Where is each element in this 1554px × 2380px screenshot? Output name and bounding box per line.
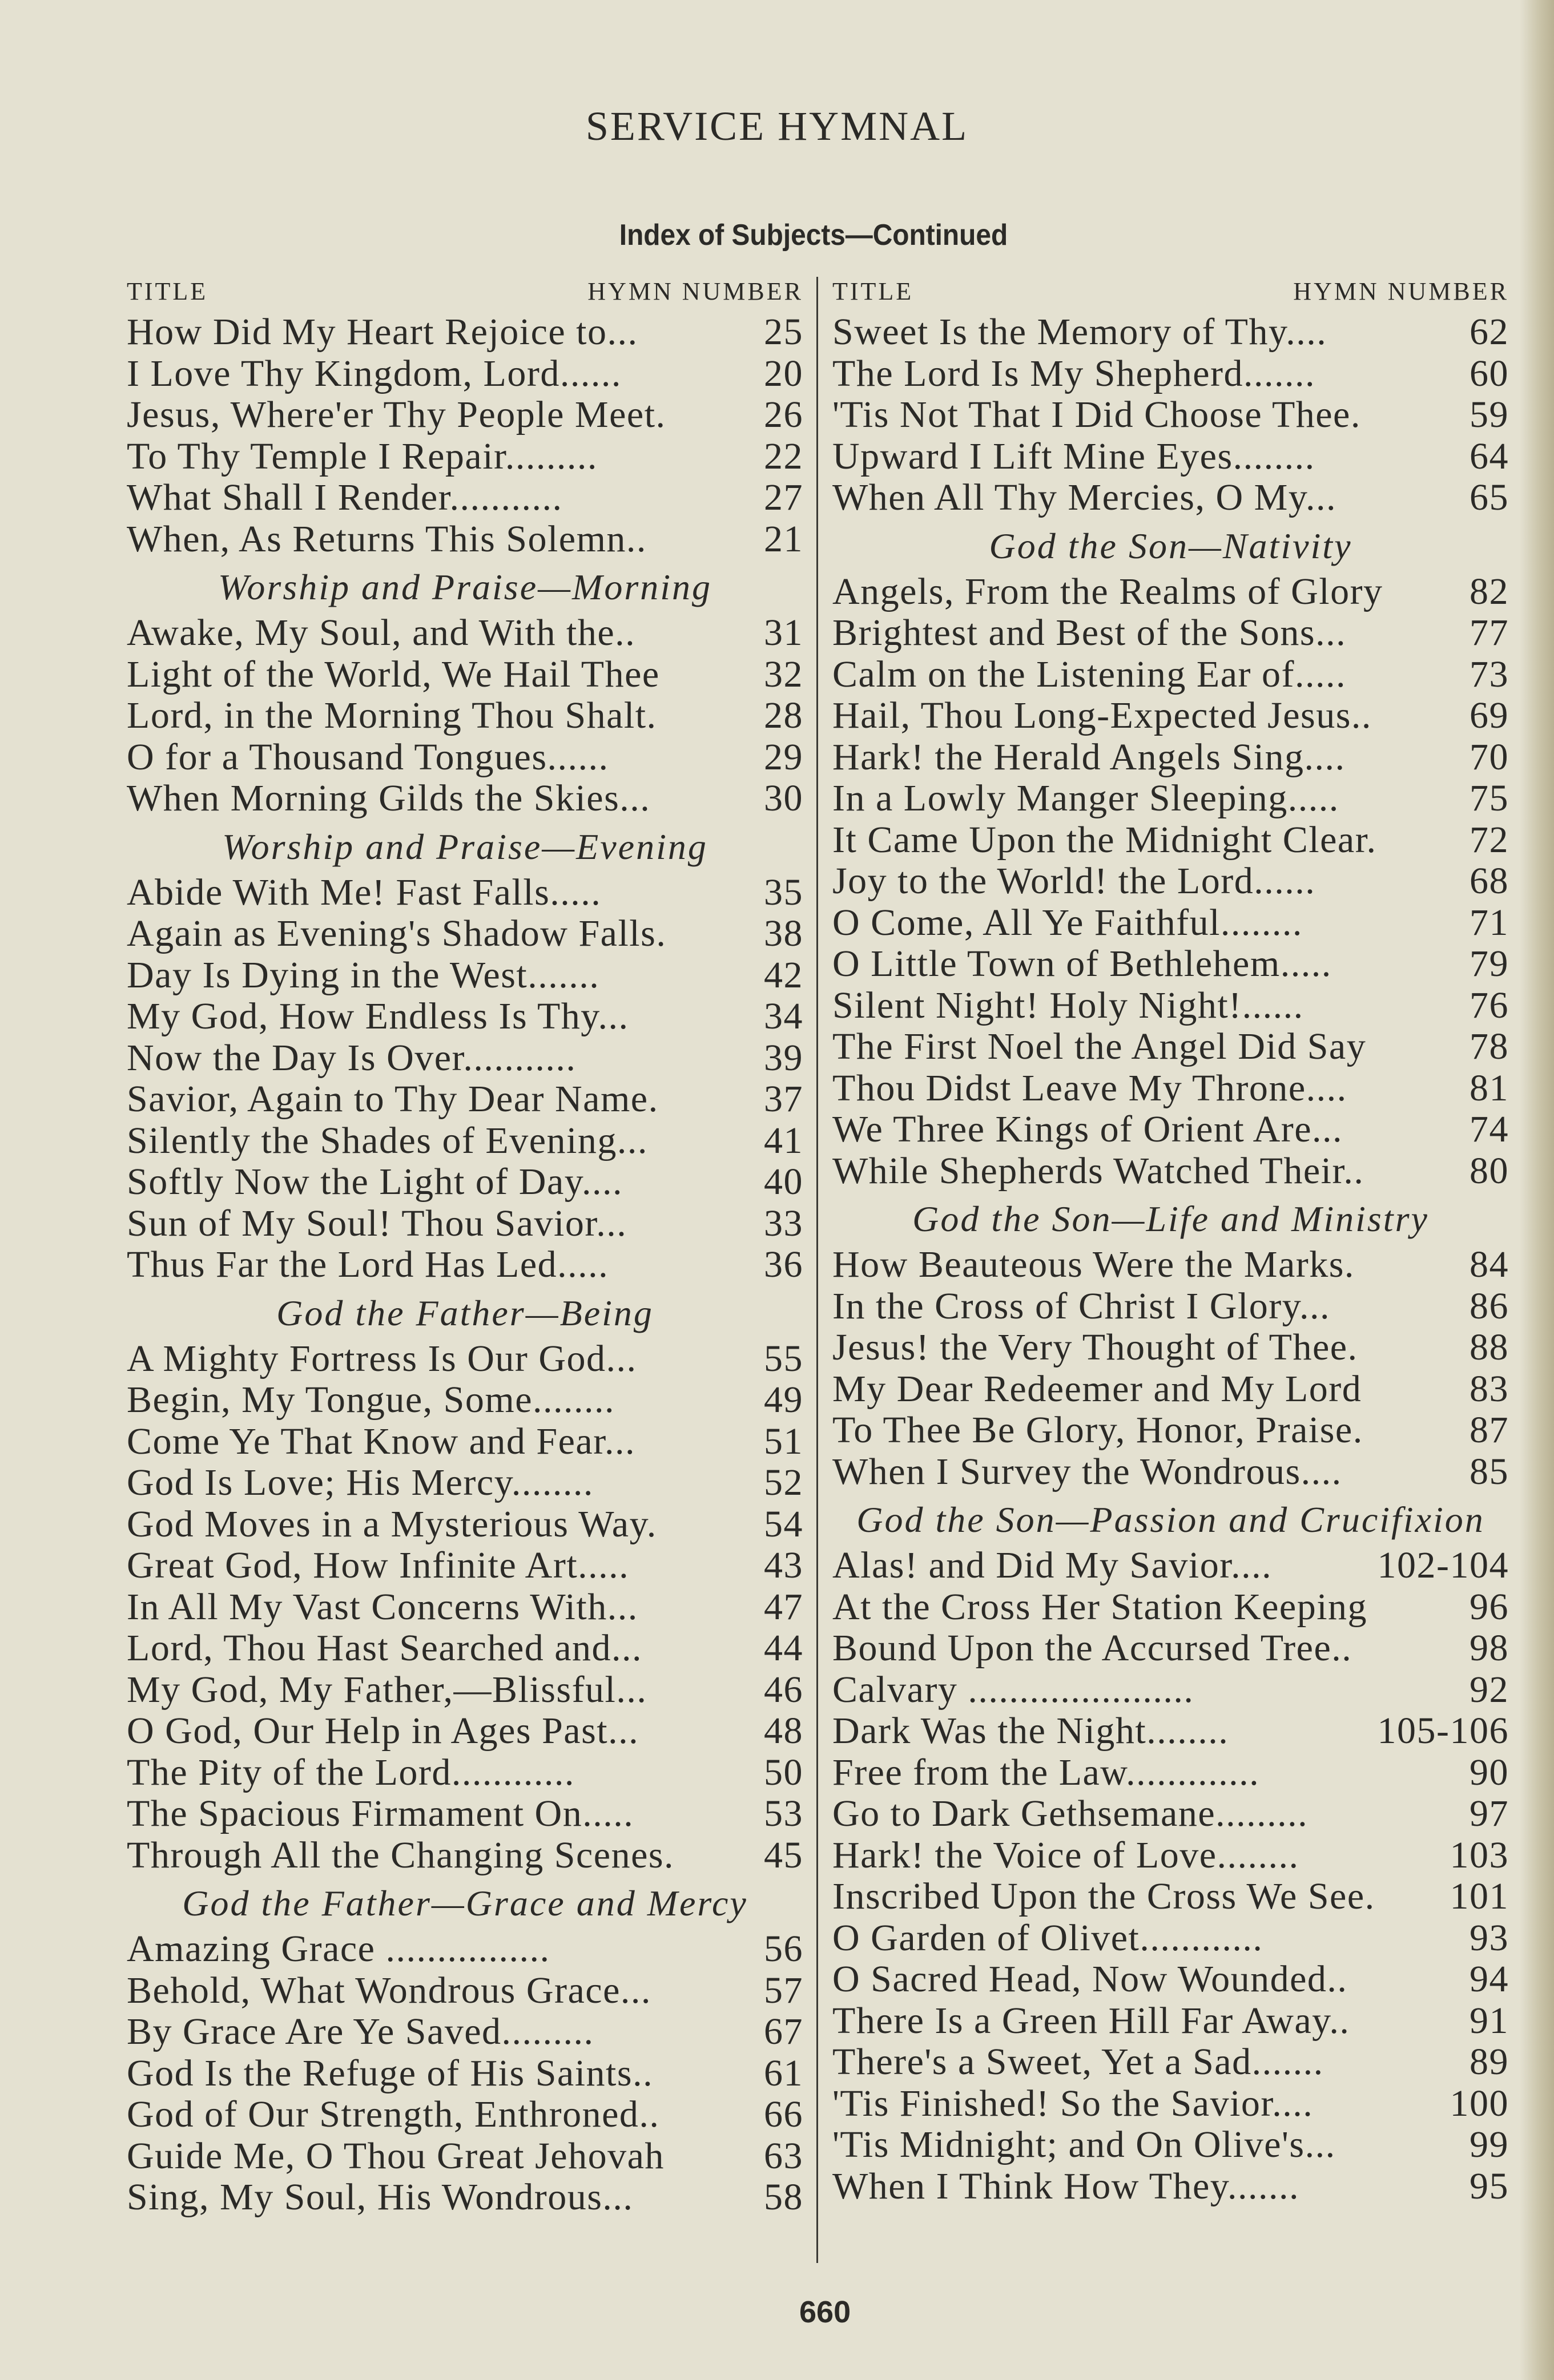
hymn-title: The Lord Is My Shepherd.......: [832, 352, 1316, 394]
index-entry: [832, 737, 1509, 778]
index-entry: [127, 1628, 803, 1669]
index-entry: [832, 654, 1509, 696]
index-entry: [127, 2136, 803, 2177]
index-entry: [127, 778, 803, 820]
hymn-title: Savior, Again to Thy Dear Name.: [127, 1078, 659, 1120]
title-header: TITLE: [127, 277, 208, 305]
hymn-number: 57: [764, 1969, 803, 2011]
index-entry: [832, 353, 1509, 395]
hymn-number: 64: [1470, 435, 1509, 477]
index-entry: [832, 1959, 1509, 2000]
index-entry: [127, 612, 803, 654]
hymn-number: 50: [764, 1751, 803, 1793]
hymn-title: By Grace Are Ye Saved.........: [127, 2011, 594, 2052]
index-entry: [127, 913, 803, 955]
hymn-number: 20: [764, 352, 803, 394]
hymn-title: Guide Me, O Thou Great Jehovah: [127, 2135, 665, 2177]
hymn-title: When Morning Gilds the Skies...: [127, 777, 651, 819]
index-entry: [832, 1244, 1509, 1286]
hymn-title: The First Noel the Angel Did Say: [832, 1026, 1367, 1067]
hymn-number: 72: [1470, 818, 1509, 861]
index-entry: [127, 1587, 803, 1628]
index-entry: [832, 436, 1509, 478]
hymn-number: 25: [764, 311, 803, 353]
running-title: SERVICE HYMNAL: [585, 103, 969, 149]
hymn-number: 103: [1450, 1834, 1509, 1876]
index-entry: [127, 2094, 803, 2136]
hymn-title: Softly Now the Light of Day....: [127, 1161, 623, 1203]
hymn-number: 86: [1470, 1285, 1509, 1327]
index-entry: [127, 477, 803, 519]
hymn-title: When I Survey the Wondrous....: [832, 1450, 1342, 1492]
hymn-title: In a Lowly Manger Sleeping.....: [832, 777, 1339, 819]
hymn-title: To Thy Temple I Repair.........: [127, 435, 598, 477]
index-entry: [832, 1669, 1509, 1711]
hymn-number: 36: [764, 1244, 803, 1285]
hymn-title: My Dear Redeemer and My Lord: [832, 1368, 1362, 1410]
hymn-number: 68: [1470, 860, 1509, 902]
index-entry: [127, 1970, 803, 2012]
index-entry: [832, 1451, 1509, 1493]
hymn-number: 81: [1470, 1067, 1509, 1109]
index-entry: [127, 1203, 803, 1245]
page-edge-shadow: [1520, 0, 1554, 2380]
hymn-number: 69: [1470, 695, 1509, 736]
subject-heading: Worship and Praise—Morning: [218, 567, 712, 607]
index-entry: [127, 1379, 803, 1421]
hymn-title: When, As Returns This Solemn..: [127, 518, 647, 560]
hymn-number: 93: [1470, 1917, 1509, 1959]
subject-heading: God the Son—Nativity: [989, 525, 1352, 566]
hymn-title: O Little Town of Bethlehem.....: [832, 943, 1332, 985]
hymn-number: 43: [764, 1544, 803, 1586]
hymn-title: Begin, My Tongue, Some........: [127, 1379, 615, 1421]
index-entry: [832, 2166, 1509, 2208]
hymn-title: O Come, All Ye Faithful........: [832, 901, 1303, 943]
hymn-number: 65: [1470, 477, 1509, 518]
subject-heading: God the Father—Being: [276, 1292, 654, 1333]
hymn-title: Jesus, Where'er Thy People Meet.: [127, 394, 666, 435]
hymn-number: 55: [764, 1337, 803, 1379]
hymn-title: Behold, What Wondrous Grace...: [127, 1969, 651, 2011]
hymn-number: 63: [764, 2135, 803, 2177]
index-entry: [832, 820, 1509, 861]
hymn-number: 48: [764, 1710, 803, 1752]
index-entry: [127, 1669, 803, 1711]
index-entry: [127, 737, 803, 778]
hymn-title: Dark Was the Night........: [832, 1710, 1229, 1752]
page-number: 660: [799, 2295, 851, 2329]
hymn-number: 42: [764, 954, 803, 996]
hymn-title: There's a Sweet, Yet a Sad.......: [832, 2041, 1324, 2083]
hymn-title: Hark! the Voice of Love........: [832, 1834, 1299, 1876]
hymn-number: 90: [1470, 1751, 1509, 1793]
hymn-title: Awake, My Soul, and With the..: [127, 612, 636, 654]
hymn-number: 52: [764, 1462, 803, 1503]
hymn-number: 35: [764, 871, 803, 913]
index-entry: [832, 1410, 1509, 1451]
index-entry: [127, 1752, 803, 1794]
index-entry: [127, 695, 803, 737]
hymn-title: To Thee Be Glory, Honor, Praise.: [832, 1409, 1363, 1451]
index-entry: [832, 2124, 1509, 2166]
index-entry: [832, 1876, 1509, 1918]
hymn-title: The Spacious Firmament On.....: [127, 1793, 634, 1834]
column-header: [832, 274, 1509, 308]
index-subtitle: Index of Subjects—Continued: [619, 219, 1008, 252]
hymn-number: 105-106: [1377, 1710, 1509, 1752]
hymn-title: God Is Love; His Mercy........: [127, 1462, 594, 1503]
hymn-title: Alas! and Did My Savior....: [832, 1544, 1273, 1586]
index-entry: [127, 1835, 803, 1877]
index-entry: [127, 519, 803, 560]
hymn-title: O Garden of Olivet............: [832, 1917, 1263, 1959]
hymn-number: 47: [764, 1586, 803, 1628]
index-entry: [127, 1929, 803, 1970]
index-entry: [127, 1711, 803, 1752]
hymn-title: Upward I Lift Mine Eyes........: [832, 435, 1315, 477]
hymn-number: 96: [1470, 1586, 1509, 1628]
hymn-title: 'Tis Midnight; and On Olive's...: [832, 2124, 1336, 2165]
hymn-title: Brightest and Best of the Sons...: [832, 612, 1347, 654]
hymn-number: 41: [764, 1119, 803, 1161]
hymn-title: Great God, How Infinite Art.....: [127, 1544, 630, 1586]
hymn-number: 58: [764, 2176, 803, 2218]
index-entry: [127, 872, 803, 914]
index-entry: [832, 1545, 1509, 1587]
index-entry: [832, 1587, 1509, 1628]
hymn-number: 22: [764, 435, 803, 477]
hymn-title: I Love Thy Kingdom, Lord......: [127, 352, 622, 394]
hymn-number: 102-104: [1377, 1544, 1509, 1586]
hymn-number: 73: [1470, 653, 1509, 695]
hymn-number: 21: [764, 518, 803, 560]
index-entry: [832, 2083, 1509, 2125]
hymn-title: What Shall I Render...........: [127, 477, 563, 518]
hymn-number: 26: [764, 394, 803, 435]
hymn-title: It Came Upon the Midnight Clear.: [832, 818, 1377, 861]
hymn-title: Lord, in the Morning Thou Shalt.: [127, 695, 657, 736]
hymn-title: 'Tis Not That I Did Choose Thee.: [832, 394, 1361, 435]
hymn-number: 85: [1470, 1450, 1509, 1492]
hymn-number: 88: [1470, 1326, 1509, 1368]
hymn-number: 84: [1470, 1244, 1509, 1285]
index-entry: [127, 1793, 803, 1835]
hymn-number: 46: [764, 1668, 803, 1711]
hymn-title: O for a Thousand Tongues......: [127, 736, 609, 778]
index-entry: [127, 2053, 803, 2095]
left-column: [127, 274, 803, 2218]
hymn-title: O Sacred Head, Now Wounded..: [832, 1958, 1348, 2000]
hymn-number: 54: [764, 1503, 803, 1545]
index-entry: [832, 612, 1509, 654]
hymn-title: Calm on the Listening Ear of.....: [832, 653, 1346, 695]
hymn-title: Come Ye That Know and Fear...: [127, 1420, 636, 1462]
hymn-number: 78: [1470, 1026, 1509, 1067]
index-entry: [832, 943, 1509, 985]
hymn-title: The Pity of the Lord............: [127, 1751, 575, 1793]
hymn-number: 82: [1470, 570, 1509, 612]
index-entry: [832, 902, 1509, 944]
hymn-number: 33: [764, 1202, 803, 1244]
hymn-title: Jesus! the Very Thought of Thee.: [832, 1326, 1358, 1368]
index-entry: [832, 1026, 1509, 1068]
hymn-number: 75: [1470, 777, 1509, 819]
index-entry: [127, 996, 803, 1038]
index-entry: [832, 394, 1509, 436]
hymn-number: 32: [764, 653, 803, 695]
hymn-number: 56: [764, 1928, 803, 1970]
hymn-number: 89: [1470, 2041, 1509, 2083]
hymn-number: 100: [1450, 2082, 1509, 2124]
index-entry: [127, 312, 803, 353]
hymn-title: Thus Far the Lord Has Led.....: [127, 1244, 609, 1285]
index-entry: [832, 778, 1509, 820]
hymn-title: In All My Vast Concerns With...: [127, 1586, 638, 1628]
index-entry: [832, 985, 1509, 1027]
index-entry: [832, 1793, 1509, 1835]
index-entry: [832, 1151, 1509, 1192]
index-entry: [832, 1286, 1509, 1328]
hymn-title: Hail, Thou Long-Expected Jesus..: [832, 695, 1372, 736]
hymn-number: 91: [1470, 1999, 1509, 2042]
hymn-number: 51: [764, 1420, 803, 1462]
title-header: TITLE: [832, 277, 914, 305]
hymn-title: Go to Dark Gethsemane.........: [832, 1793, 1309, 1834]
hymn-title: Silent Night! Holy Night!......: [832, 984, 1304, 1026]
index-entry: [832, 1109, 1509, 1151]
index-entry: [832, 1835, 1509, 1877]
subject-heading: God the Son—Passion and Crucifixion: [856, 1499, 1485, 1540]
hymn-title: Now the Day Is Over...........: [127, 1036, 577, 1079]
hymn-number: 30: [764, 777, 803, 819]
hymn-title: O God, Our Help in Ages Past...: [127, 1710, 639, 1752]
hymn-title: God Moves in a Mysterious Way.: [127, 1503, 657, 1545]
hymn-number: 28: [764, 695, 803, 736]
hymn-number: 77: [1470, 612, 1509, 654]
index-entry: [127, 654, 803, 696]
hymn-number: 49: [764, 1379, 803, 1421]
hymn-number: 62: [1470, 311, 1509, 353]
hymn-number: 60: [1470, 352, 1509, 394]
index-entry: [127, 1038, 803, 1079]
hymn-title: Abide With Me! Fast Falls.....: [127, 871, 602, 913]
hymn-title: While Shepherds Watched Their..: [832, 1149, 1364, 1192]
index-entry: [127, 436, 803, 478]
hymn-number: 87: [1470, 1409, 1509, 1451]
index-entry: [832, 1068, 1509, 1110]
hymn-number: 39: [764, 1036, 803, 1079]
hymn-number: 70: [1470, 736, 1509, 778]
hymn-title: A Mighty Fortress Is Our God...: [127, 1337, 637, 1379]
hymn-number: 53: [764, 1793, 803, 1834]
hymn-number: 76: [1470, 984, 1509, 1026]
index-entry: [127, 353, 803, 395]
index-entry: [832, 1628, 1509, 1669]
index-entry: [127, 1338, 803, 1380]
hymn-number: 66: [764, 2093, 803, 2135]
subject-heading: God the Father—Grace and Mercy: [182, 1883, 748, 1923]
hymn-number: 83: [1470, 1368, 1509, 1410]
index-entry: [832, 861, 1509, 902]
index-entry: [832, 1752, 1509, 1794]
hymn-title: Light of the World, We Hail Thee: [127, 653, 660, 695]
hymn-number: 38: [764, 913, 803, 954]
index-entry: [127, 1161, 803, 1203]
index-entry: [127, 1504, 803, 1546]
index-entry: [127, 1421, 803, 1463]
hymn-number: 97: [1470, 1793, 1509, 1834]
index-entry: [832, 2042, 1509, 2083]
hymn-title: Through All the Changing Scenes.: [127, 1834, 675, 1876]
index-entry: [832, 312, 1509, 353]
hymn-title: How Beauteous Were the Marks.: [832, 1244, 1355, 1285]
hymn-title: Free from the Law.............: [832, 1751, 1260, 1793]
hymn-title: Calvary ......................: [832, 1668, 1194, 1711]
hymn-title: My God, My Father,—Blissful...: [127, 1668, 647, 1711]
index-entry: [832, 1369, 1509, 1410]
hymn-title: Inscribed Upon the Cross We See.: [832, 1875, 1375, 1917]
hymn-title: Lord, Thou Hast Searched and...: [127, 1627, 643, 1669]
hymn-number: 59: [1470, 394, 1509, 435]
hymn-title: Sun of My Soul! Thou Savior...: [127, 1202, 627, 1244]
hymn-number: 45: [764, 1834, 803, 1876]
subject-heading: God the Son—Life and Ministry: [912, 1199, 1429, 1239]
hymn-title: At the Cross Her Station Keeping: [832, 1586, 1368, 1628]
index-entry: [127, 394, 803, 436]
hymn-title: Thou Didst Leave My Throne....: [832, 1067, 1347, 1109]
hymn-title: God Is the Refuge of His Saints..: [127, 2052, 654, 2094]
hymn-title: When I Think How They.......: [832, 2165, 1299, 2207]
hymn-number: 95: [1470, 2165, 1509, 2207]
hymn-number: 92: [1470, 1668, 1509, 1711]
column-divider: [816, 277, 818, 2263]
index-entry: [832, 695, 1509, 737]
hymn-title: 'Tis Finished! So the Savior....: [832, 2082, 1314, 2124]
index-entry: [832, 1327, 1509, 1369]
hymn-number: 74: [1470, 1108, 1509, 1150]
right-column: [832, 274, 1509, 2207]
hymn-number: 31: [764, 612, 803, 654]
hymn-number: 99: [1470, 2124, 1509, 2165]
index-entry: [832, 477, 1509, 519]
index-entry: [127, 1079, 803, 1120]
column-header: [127, 274, 803, 308]
hymn-number: 61: [764, 2052, 803, 2094]
hymn-number: 101: [1450, 1875, 1509, 1917]
hymn-title: My God, How Endless Is Thy...: [127, 995, 629, 1037]
index-entry: [832, 571, 1509, 613]
hymn-title: Joy to the World! the Lord......: [832, 860, 1316, 902]
hymn-title: We Three Kings of Orient Are...: [832, 1108, 1343, 1150]
hymn-number: 94: [1470, 1958, 1509, 2000]
hymn-number: 40: [764, 1161, 803, 1203]
hymn-number: 71: [1470, 901, 1509, 943]
index-entry: [127, 1244, 803, 1286]
index-entry: [127, 1545, 803, 1587]
index-entry: [127, 2011, 803, 2053]
hymn-title: Again as Evening's Shadow Falls.: [127, 913, 667, 954]
hymn-number-header: HYMN NUMBER: [587, 277, 803, 305]
hymn-title: In the Cross of Christ I Glory...: [832, 1285, 1330, 1327]
index-entry: [832, 2000, 1509, 2042]
hymn-number: 27: [764, 477, 803, 518]
hymn-number: 67: [764, 2011, 803, 2052]
index-entry: [127, 1462, 803, 1504]
hymn-title: God of Our Strength, Enthroned..: [127, 2093, 660, 2135]
hymn-number: 80: [1470, 1149, 1509, 1192]
hymn-title: Sweet Is the Memory of Thy....: [832, 311, 1327, 353]
hymn-title: Amazing Grace ................: [127, 1928, 550, 1970]
hymn-number-header: HYMN NUMBER: [1293, 277, 1509, 305]
hymn-number: 37: [764, 1078, 803, 1120]
hymn-title: Angels, From the Realms of Glory: [832, 570, 1383, 612]
hymn-number: 44: [764, 1627, 803, 1669]
hymn-title: Silently the Shades of Evening...: [127, 1119, 648, 1161]
hymn-title: How Did My Heart Rejoice to...: [127, 311, 638, 353]
hymn-title: When All Thy Mercies, O My...: [832, 477, 1337, 518]
hymn-number: 98: [1470, 1627, 1509, 1669]
hymn-title: Bound Upon the Accursed Tree..: [832, 1627, 1352, 1669]
index-entry: [127, 2177, 803, 2218]
index-entry: [127, 955, 803, 997]
hymn-title: Hark! the Herald Angels Sing....: [832, 736, 1346, 778]
hymn-number: 29: [764, 736, 803, 778]
index-entry: [832, 1711, 1509, 1752]
hymn-title: There Is a Green Hill Far Away..: [832, 1999, 1350, 2042]
hymn-number: 79: [1470, 943, 1509, 985]
subject-heading: Worship and Praise—Evening: [222, 826, 708, 867]
hymn-title: Sing, My Soul, His Wondrous...: [127, 2176, 634, 2218]
hymn-number: 34: [764, 995, 803, 1037]
index-entry: [127, 1120, 803, 1162]
index-entry: [832, 1918, 1509, 1959]
hymn-title: Day Is Dying in the West.......: [127, 954, 600, 996]
